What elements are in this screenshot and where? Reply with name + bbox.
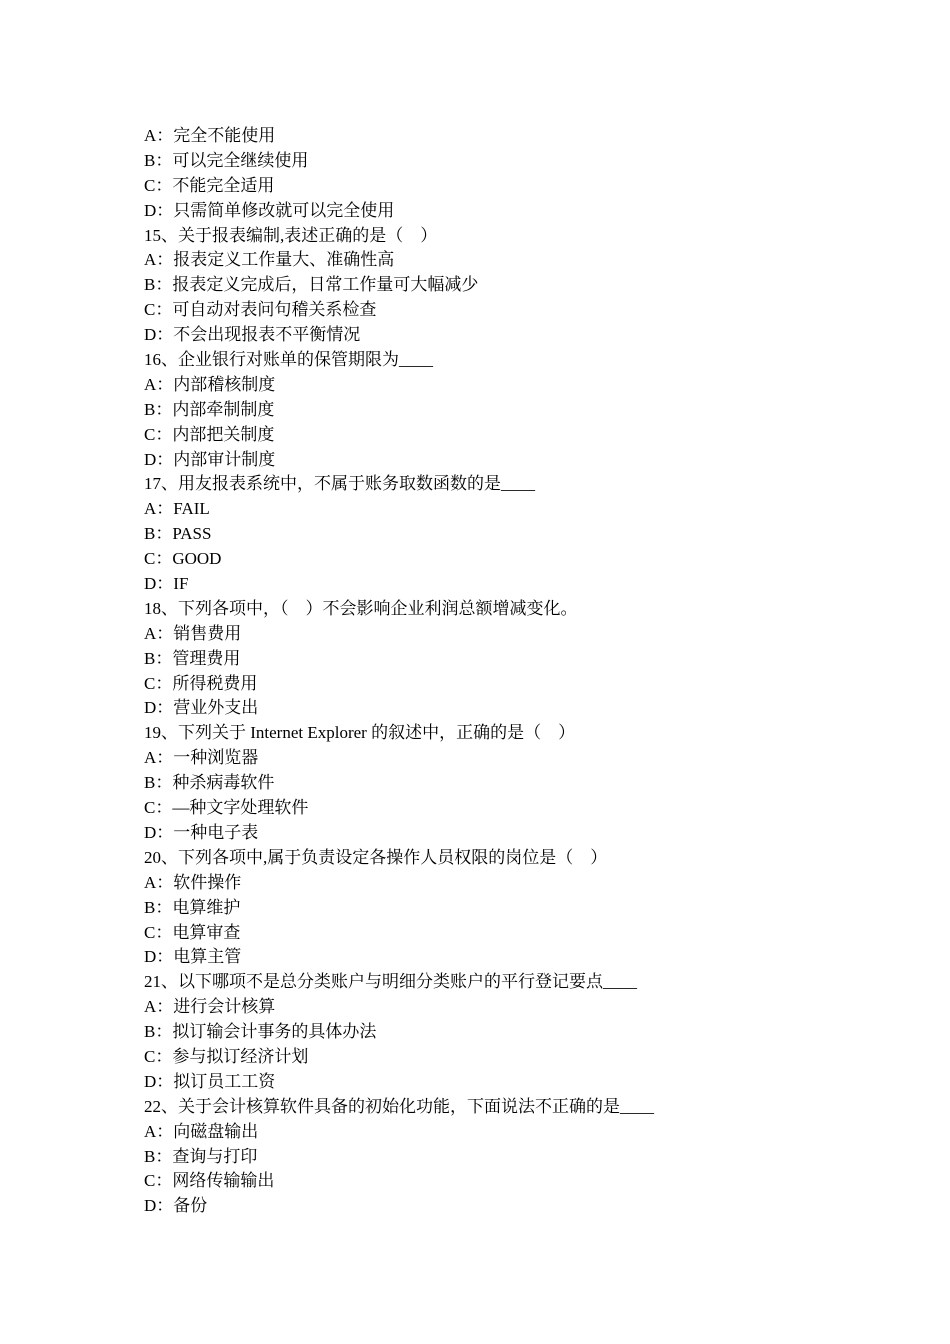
answer-option: A：内部稽核制度: [144, 374, 276, 394]
answer-option: C：网络传输输出: [144, 1171, 275, 1191]
answer-option: A：一种浏览器: [144, 748, 259, 768]
answer-option: A：报表定义工作量大、准确性高: [144, 250, 395, 270]
answer-option: B：PASS: [144, 524, 212, 544]
answer-option: A：FAIL: [144, 499, 210, 519]
answer-option: C：电算审查: [144, 922, 241, 942]
answer-option: B：管理费用: [144, 648, 241, 668]
answer-option: B：电算维护: [144, 897, 241, 917]
answer-option: C：参与拟订经济计划: [144, 1046, 309, 1066]
answer-option: C：可自动对表问句稽关系检查: [144, 300, 377, 320]
answer-option: D：不会出现报表不平衡情况: [144, 325, 361, 345]
answer-option: B：拟订输会计事务的具体办法: [144, 1022, 377, 1042]
question-stem: 20、下列各项中,属于负责设定各操作人员权限的岗位是（ ）: [144, 847, 608, 867]
answer-option: C：所得税费用: [144, 673, 258, 693]
answer-option: C：—种文字处理软件: [144, 798, 309, 818]
answer-option: D：只需简单修改就可以完全使用: [144, 200, 395, 220]
answer-option: C：内部把关制度: [144, 424, 275, 444]
answer-option: C：不能完全适用: [144, 175, 275, 195]
question-stem: 18、下列各项中，（ ）不会影响企业利润总额增减变化。: [144, 598, 578, 618]
answer-option: B：查询与打印: [144, 1146, 258, 1166]
question-stem: 15、关于报表编制,表述正确的是（ ）: [144, 225, 438, 245]
answer-option: A：软件操作: [144, 872, 242, 892]
answer-option: B：报表定义完成后，日常工作量可大幅减少: [144, 275, 479, 295]
answer-option: D：IF: [144, 574, 189, 594]
answer-option: A：向磁盘输出: [144, 1121, 259, 1141]
question-stem: 16、企业银行对账单的保管期限为____: [144, 350, 433, 370]
answer-option: A：完全不能使用: [144, 126, 276, 145]
question-stem: 21、以下哪项不是总分类账户与明细分类账户的平行登记要点____: [144, 972, 637, 992]
answer-option: C：GOOD: [144, 549, 222, 569]
answer-option: D：拟订员工工资: [144, 1071, 276, 1091]
answer-option: B：可以完全继续使用: [144, 150, 309, 170]
answer-option: D：营业外支出: [144, 698, 259, 718]
answer-option: B：种杀病毒软件: [144, 773, 275, 793]
question-stem: 19、下列关于 Internet Explorer 的叙述中，正确的是（ ）: [144, 723, 576, 743]
answer-option: D：备份: [144, 1196, 208, 1216]
answer-option: A：进行会计核算: [144, 997, 276, 1017]
answer-option: D：电算主管: [144, 947, 242, 967]
question-list: [144, 124, 844, 1219]
question-stem: 17、用友报表系统中，不属于账务取数函数的是____: [144, 474, 535, 494]
answer-option: A：销售费用: [144, 623, 242, 643]
question-stem: 22、关于会计核算软件具备的初始化功能，下面说法不正确的是____: [144, 1096, 654, 1116]
answer-option: B：内部牵制制度: [144, 399, 275, 419]
answer-option: D：内部审计制度: [144, 449, 276, 469]
answer-option: D：一种电子表: [144, 822, 259, 842]
